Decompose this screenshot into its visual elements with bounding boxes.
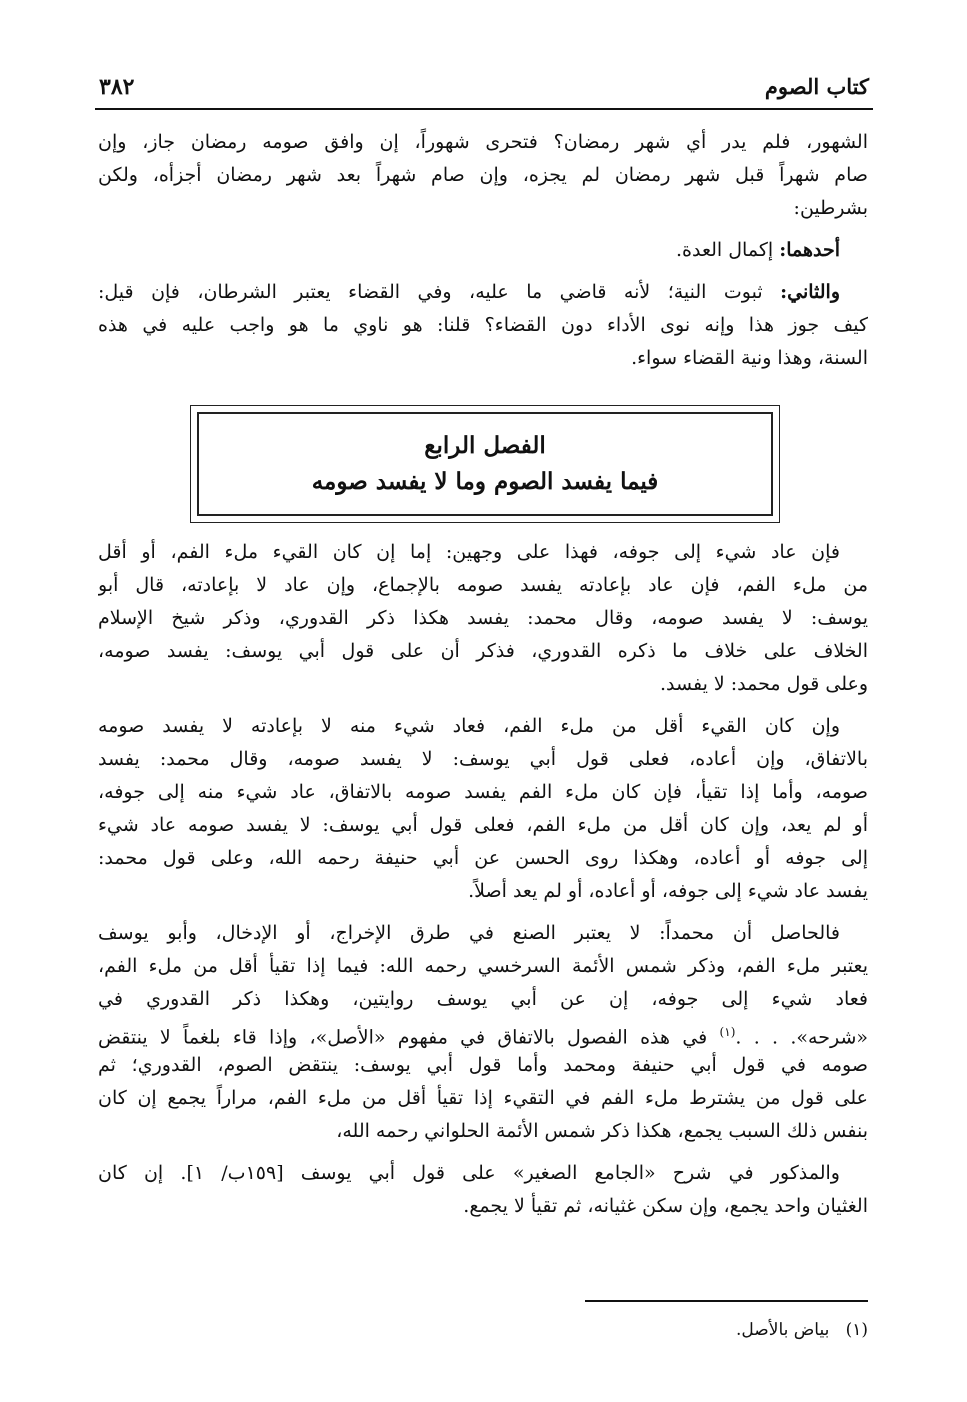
text-line: أو لم يعد، وإن كان أقل من ملء الفم، فعلى قول أبي يوسف: لا يفسد صومه عاد شيء (98, 814, 868, 836)
text-run: في هذه الفصول بالاتفاق في مفهوم «الأصل»، وإذا قاء بلغماً لا ينتقض (98, 1026, 720, 1049)
text-line: صومه في قول أبي حنيفة ومحمد وأما قول أبي يوسف: ينتقض الصوم، القدوري؛ ثم (98, 1054, 868, 1076)
bold-lead: أحدهما: (779, 239, 840, 261)
text-line: صومه، وأما إذا تقيأ، فإن كان ملء الفم يفسد صومه بالاتفاق، عاد شيء منه إلى جوفه، (98, 781, 868, 803)
text-line: فعاد شيء إلى جوفه، إن عن أبي يوسف روايتين، وهكذا ذكر القدوري في (98, 988, 868, 1010)
text-line (98, 234, 868, 267)
page-number: ٣٨٢ (99, 74, 135, 100)
section-b (98, 536, 868, 1232)
text-line: يوسف: لا يفسد صومه، وقال محمد: يفسد هكذا ذكر القدوري، وذكر شيخ الإسلام (98, 607, 868, 629)
text-line: إلى جوفه أو أعاده، وهكذا روى الحسن عن أبي حنيفة رحمه الله، وعلى قول محمد: (98, 847, 868, 869)
text-line: فإن عاد شيء إلى جوفه، فهذا على وجهين: إما إن كان القيء ملء الفم، أو أقل (98, 541, 840, 563)
text-line (98, 276, 868, 309)
footnote (736, 1320, 868, 1340)
chapter-subtitle: فيما يفسد الصوم وما لا يفسد صومه (311, 468, 659, 495)
text-line: من ملء الفم، فإن عاد بإعادته يفسد صومه بالإجماع، وإن عاد لا بإعادته، قال أبو (98, 574, 868, 596)
text-line: وعلى قول محمد: لا يفسد. (660, 673, 868, 695)
text-line: والمذكور في شرح «الجامع الصغير» على قول أبي يوسف [١٥٩ب/ ١]. إن كان (98, 1162, 840, 1184)
running-header (95, 68, 873, 110)
text-line: وإن كان القيء أقل من ملء الفم، فعاد شيء منه لا بإعادته لا يفسد صومه (98, 715, 840, 737)
text-line: بنفس ذلك السبب يجمع، هكذا ذكر شمس الأئمة الحلواني رحمه الله، (336, 1120, 868, 1142)
text-run: إكمال العدة. (676, 239, 780, 261)
footnote-divider (585, 1300, 868, 1302)
text-line: الغثيان واحد يجمع، وإن سكن غثيانه، ثم تقيأ لا يجمع. (463, 1195, 868, 1217)
paragraph (98, 126, 868, 225)
text-run: «شرحه». . . . (735, 1026, 868, 1049)
text-line: كيف جوز هذا وإنه نوى الأداء دون القضاء؟ قلنا: هو ناوي ما هو واجب عليه في هذه (98, 314, 868, 336)
footnote-number: (١) (845, 1320, 868, 1340)
text-line: فالحاصل أن محمداً: لا يعتبر الصنع في طرق الإخراج، أو الإدخال، وأبو يوسف (98, 922, 840, 944)
paragraph (98, 234, 868, 267)
paragraph (98, 1157, 868, 1223)
text-line: صام شهراً قبل شهر رمضان لم يجزه، وإن صام شهراً بعد شهر رمضان أجزأه، ولكن (98, 164, 868, 186)
text-line: بالاتفاق، وإن أعاده، فعلى قول أبي يوسف: لا يفسد صومه، وقال محمد: يفسد (98, 748, 868, 770)
text-line: الخلاف على خلاف ما ذكره القدوري، فذكر أن على قول أبي يوسف: يفسد صومه، (98, 640, 868, 662)
bold-lead: والثاني: (780, 281, 840, 303)
chapter-title: الفصل الرابع (424, 432, 546, 459)
chapter-heading-frame (197, 412, 773, 516)
text-run: ثبوت النية؛ لأنه قاضي ما عليه، وفي القضاء يعتبر الشرطان، فإن قيل: (98, 281, 781, 303)
text-line: السنة، وهذا ونية القضاء سواء. (631, 347, 868, 369)
footnote-marker[interactable]: (١) (719, 1025, 736, 1039)
text-line: على قول من يشترط ملء الفم في التقيء إذا تقيأ أقل من ملء الفم، مراراً يجمع إن كان (98, 1087, 868, 1109)
paragraph (98, 710, 868, 908)
paragraph (98, 536, 868, 701)
text-line: يفسد عاد شيء إلى جوفه، أو أعاده، أو لم يعد أصلاً. (468, 880, 868, 902)
text-line: بشرطين: (793, 197, 868, 219)
chapter-heading-box (190, 405, 780, 523)
book-title: كتاب الصوم (764, 74, 869, 99)
paragraph (98, 276, 868, 375)
section-a (98, 126, 868, 384)
text-line (98, 1016, 868, 1049)
text-line: الشهور، فلم يدر أي شهر رمضان؟ فتحرى شهوراً، إن وافق صومه رمضان جاز، وإن (98, 131, 868, 153)
text-line: يعتبر ملء الفم، وذكر شمس الأئمة السرخسي رحمه الله: فيما إذا تقيأ أقل من ملء الفم، (98, 955, 868, 977)
paragraph (98, 917, 868, 1148)
footnote-text: بياض بالأصل. (736, 1320, 830, 1340)
